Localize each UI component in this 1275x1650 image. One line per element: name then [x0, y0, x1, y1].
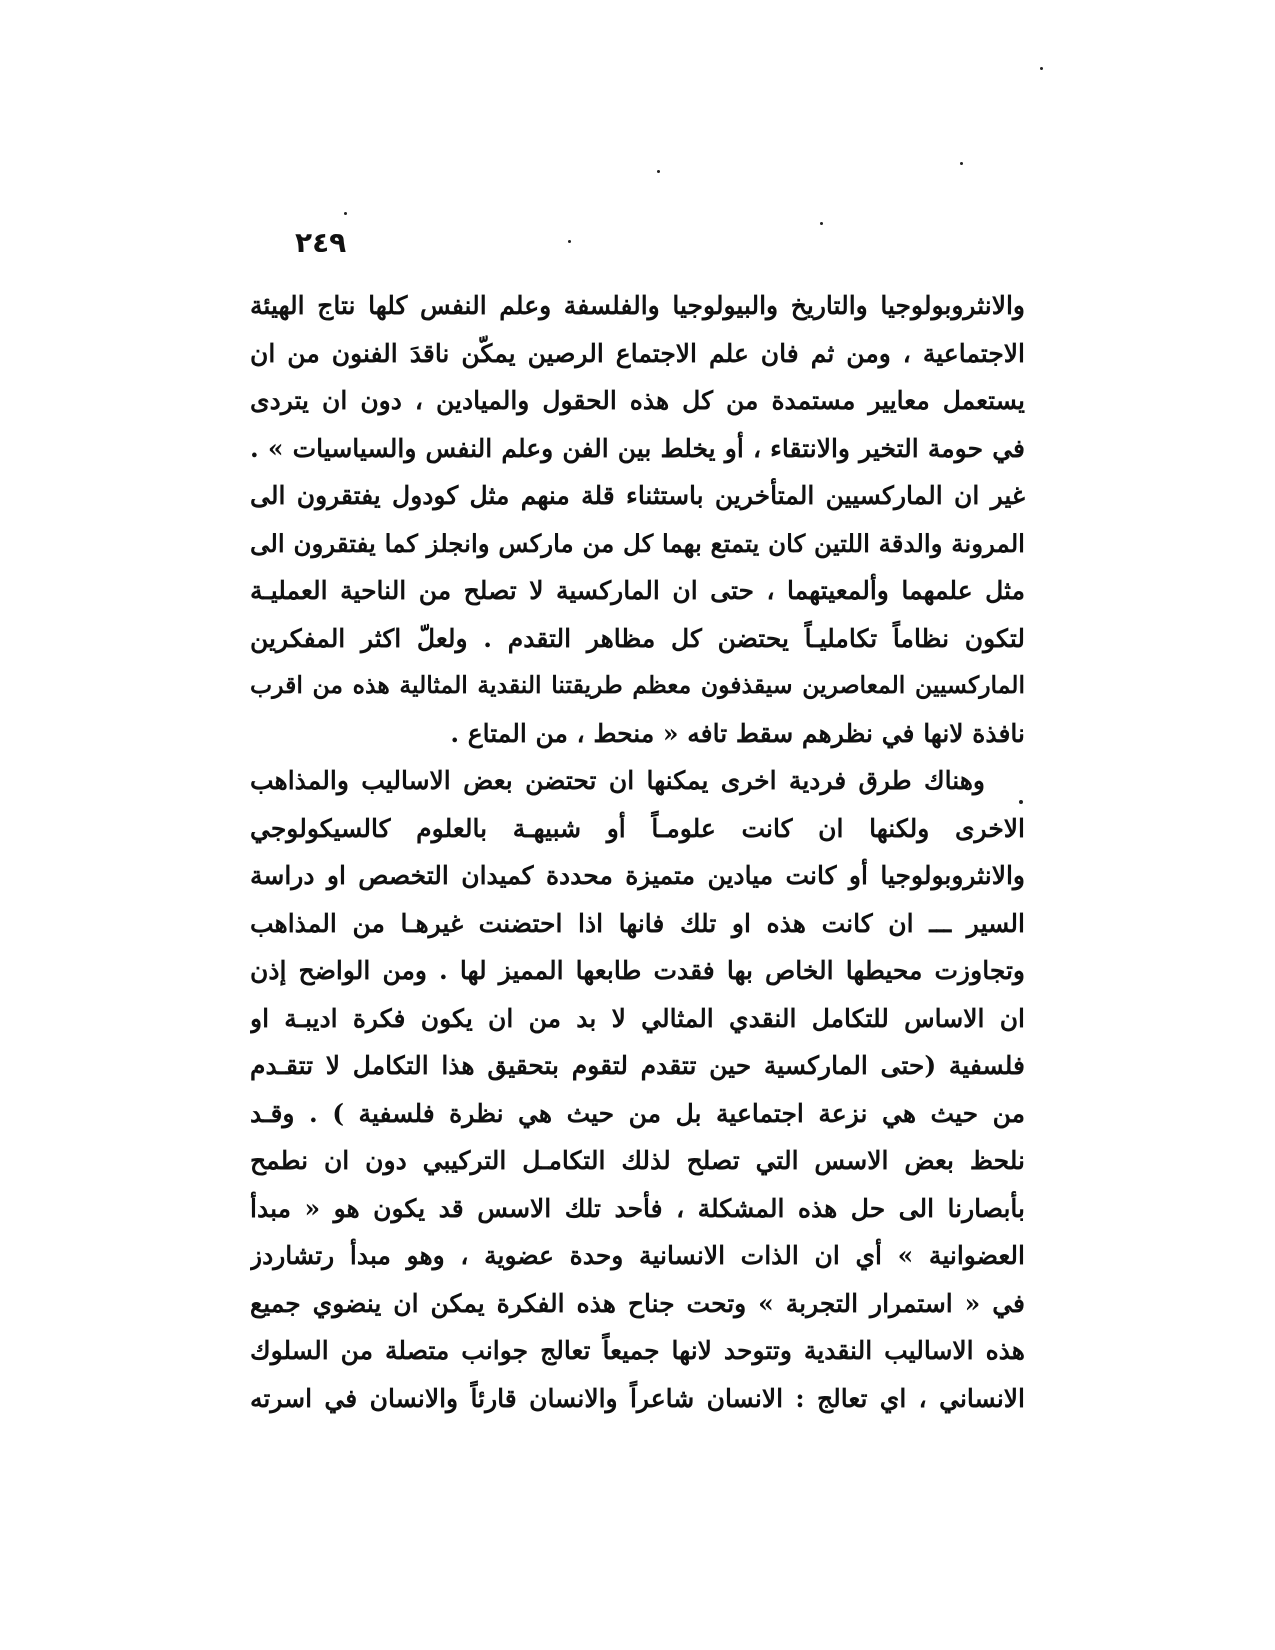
text-line: مثل علمهما وألمعيتهما ، حتى ان الماركسية لا تصلح من الناحية العمليـة [250, 576, 1025, 605]
scan-speck [820, 222, 823, 225]
text-line: الماركسيين المعاصرين سيقذفون معظم طريقتنا النقدية المثالية هذه من اقرب [250, 671, 1025, 699]
text-line: الاجتماعية ، ومن ثم فان علم الاجتماع الرصين يمكّن ناقدَ الفنون من ان [250, 338, 1025, 368]
text-line: غير ان الماركسيين المتأخرين باستثناء قلة منهم مثل كودول يفتقرون الى [250, 481, 1025, 510]
text-line: نافذة لانها في نظرهم سقط تافه « منحط ، من المتاع . [450, 718, 1025, 748]
text-line: الانساني ، اي تعالج : الانسان شاعراً والانسان قارئاً والانسان في اسرته [250, 1383, 1025, 1413]
text-line: يستعمل معايير مستمدة من كل هذه الحقول والميادين ، دون ان يتردى [250, 386, 1025, 415]
page-number: ٢٤٩ [295, 226, 347, 259]
text-line: ان الاساس للتكامل النقدي المثالي لا بد من ان يكون فكرة اديبـة او [250, 1003, 1025, 1033]
scan-speck [1040, 67, 1043, 70]
text-line: في « استمرار التجربة » وتحت جناح هذه الفكرة يمكن ان ينضوي جميع [250, 1288, 1025, 1318]
text-line: وتجاوزت محيطها الخاص بها فقدت طابعها المميز لها . ومن الواضح إذن [250, 956, 1025, 985]
text-line: السير ـــ ان كانت هذه او تلك فانها اذا احتضنت غيرهـا من المذاهب [250, 908, 1025, 938]
text-line: في حومة التخير والانتقاء ، أو يخلط بين الفن وعلم النفس والسياسيات » . [250, 433, 1025, 463]
text-line: من حيث هي نزعة اجتماعية بل من حيث هي نظرة فلسفية ) . وقـد [250, 1098, 1025, 1128]
text-line: والانثروبولوجيا أو كانت ميادين متميزة محددة كميدان التخصص او دراسة [250, 861, 1025, 890]
text-line: الاخرى ولكنها ان كانت علومـاً أو شبيهـة بالعلوم كالسيكولوجي [250, 813, 1025, 843]
scan-speck [568, 240, 571, 243]
text-line: المرونة والدقة اللتين كان يتمتع بهما كل من ماركس وانجلز كما يفتقرون الى [250, 528, 1025, 558]
body-text [250, 282, 1025, 1422]
text-line: والانثروبولوجيا والتاريخ والبيولوجيا والفلسفة وعلم النفس كلها نتاج الهيئة [250, 291, 1025, 320]
text-line: بأبصارنا الى حل هذه المشكلة ، فأحد تلك الاسس قد يكون هو « مبدأ [250, 1193, 1025, 1223]
paragraph-1 [250, 282, 1025, 757]
text-line: نلحظ بعض الاسس التي تصلح لذلك التكامـل التركيبي دون ان نطمح [250, 1146, 1025, 1175]
scan-speck [344, 212, 347, 215]
text-line: لتكون نظاماً تكامليـاً يحتضن كل مظاهر التقدم . ولعلّ اكثر المفكرين [250, 623, 1025, 653]
text-line: فلسفية (حتى الماركسية حين تتقدم لتقوم بتحقيق هذا التكامل لا تتقـدم [250, 1051, 1025, 1080]
scan-speck [657, 170, 660, 173]
paragraph-2 [250, 757, 1025, 1422]
scan-speck [960, 162, 963, 165]
text-line: العضوانية » أي ان الذات الانسانية وحدة عضوية ، وهو مبدأ رتشاردز [250, 1241, 1025, 1270]
text-line: وهناك طرق فردية اخرى يمكنها ان تحتضن بعض الاساليب والمذاهب [250, 766, 985, 795]
text-line: هذه الاساليب النقدية وتتوحد لانها جميعاً تعالج جوانب متصلة من السلوك [250, 1336, 1025, 1365]
